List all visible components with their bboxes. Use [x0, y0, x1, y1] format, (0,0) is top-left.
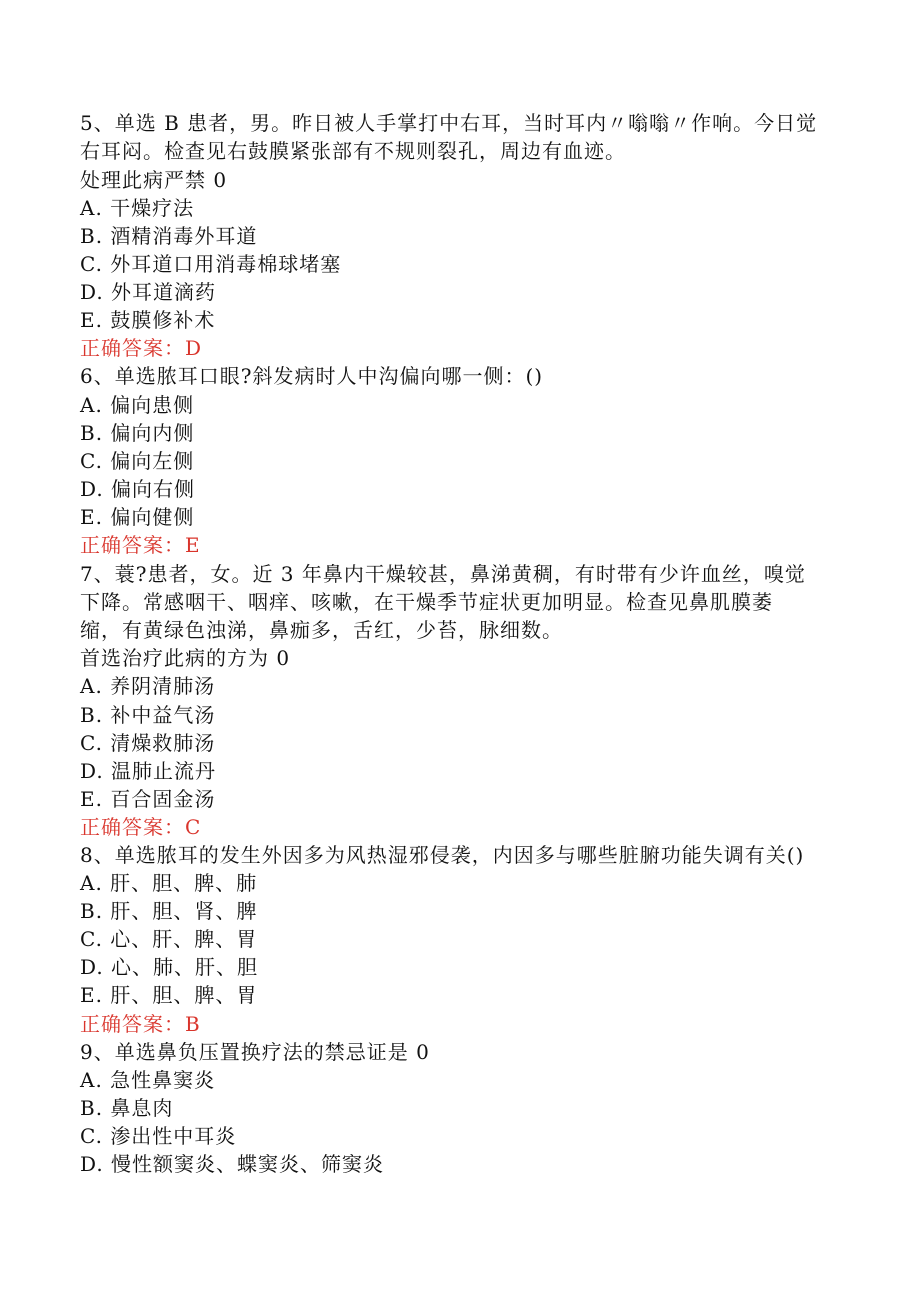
- question-5-option-a: A. 干燥疗法: [80, 196, 195, 220]
- question-5-stem-line-2: 右耳闷。检查见右鼓膜紧张部有不规则裂孔，周边有血迹。: [80, 139, 626, 163]
- question-7-stem-line-4: 首选治疗此病的方为 0: [80, 646, 291, 670]
- question-5-option-e: E. 鼓膜修补术: [80, 308, 216, 332]
- question-5-stem-line-3: 处理此病严禁 0: [80, 168, 228, 192]
- question-8-stem-line-1: 8、单选脓耳的发生外因多为风热湿邪侵袭，内因多与哪些脏腑功能失调有关(): [80, 843, 805, 867]
- question-6-answer: 正确答案：E: [80, 533, 201, 557]
- question-7-option-d: D. 温肺止流丹: [80, 759, 217, 783]
- question-8-option-e: E. 肝、胆、脾、胃: [80, 983, 258, 1007]
- question-8-option-d: D. 心、肺、肝、胆: [80, 955, 259, 979]
- question-6-stem-line-1: 6、单选脓耳口眼?斜发病时人中沟偏向哪一侧：(): [80, 364, 544, 388]
- question-8-option-a: A. 肝、胆、脾、肺: [80, 871, 258, 895]
- question-9-stem-line-1: 9、单选鼻负压置换疗法的禁忌证是 0: [80, 1040, 430, 1064]
- question-7-stem-line-1: 7、蓑?患者，女。近 3 年鼻内干燥较甚，鼻涕黄稠，有时带有少许血丝，嗅觉: [80, 562, 806, 586]
- question-8-answer: 正确答案：B: [80, 1012, 201, 1036]
- question-5-answer: 正确答案：D: [80, 336, 203, 360]
- question-9-option-c: C. 渗出性中耳炎: [80, 1124, 237, 1148]
- question-7-stem-line-2: 下降。常感咽干、咽痒、咳嗽，在干燥季节症状更加明显。检查见鼻肌膜萎: [80, 590, 773, 614]
- question-5-stem-line-1: 5、单选 B 患者，男。昨日被人手掌打中右耳，当时耳内〃嗡嗡〃作响。今日觉: [80, 111, 818, 135]
- question-7-stem-line-3: 缩，有黄绿色浊涕，鼻痂多，舌红，少苔，脉细数。: [80, 618, 563, 642]
- question-6-option-b: B. 偏向内侧: [80, 421, 195, 445]
- question-5-option-b: B. 酒精消毒外耳道: [80, 224, 258, 248]
- question-5-option-d: D. 外耳道滴药: [80, 280, 217, 304]
- question-9-option-b: B. 鼻息肉: [80, 1096, 174, 1120]
- question-6-option-d: D. 偏向右侧: [80, 477, 196, 501]
- question-9-option-d: D. 慢性额窦炎、蝶窦炎、筛窦炎: [80, 1152, 385, 1176]
- question-6-option-e: E. 偏向健侧: [80, 505, 195, 529]
- question-9-option-a: A. 急性鼻窦炎: [80, 1068, 216, 1092]
- question-8-option-c: C. 心、肝、脾、胃: [80, 927, 258, 951]
- question-7-option-b: B. 补中益气汤: [80, 703, 216, 727]
- question-7-answer: 正确答案：C: [80, 815, 202, 839]
- question-8-option-b: B. 肝、胆、肾、脾: [80, 899, 258, 923]
- question-6-option-c: C. 偏向左侧: [80, 449, 195, 473]
- question-6-option-a: A. 偏向患侧: [80, 393, 195, 417]
- question-7-option-a: A. 养阴清肺汤: [80, 674, 216, 698]
- question-7-option-e: E. 百合固金汤: [80, 787, 216, 811]
- question-5-option-c: C. 外耳道口用消毒棉球堵塞: [80, 252, 342, 276]
- question-7-option-c: C. 清燥救肺汤: [80, 731, 216, 755]
